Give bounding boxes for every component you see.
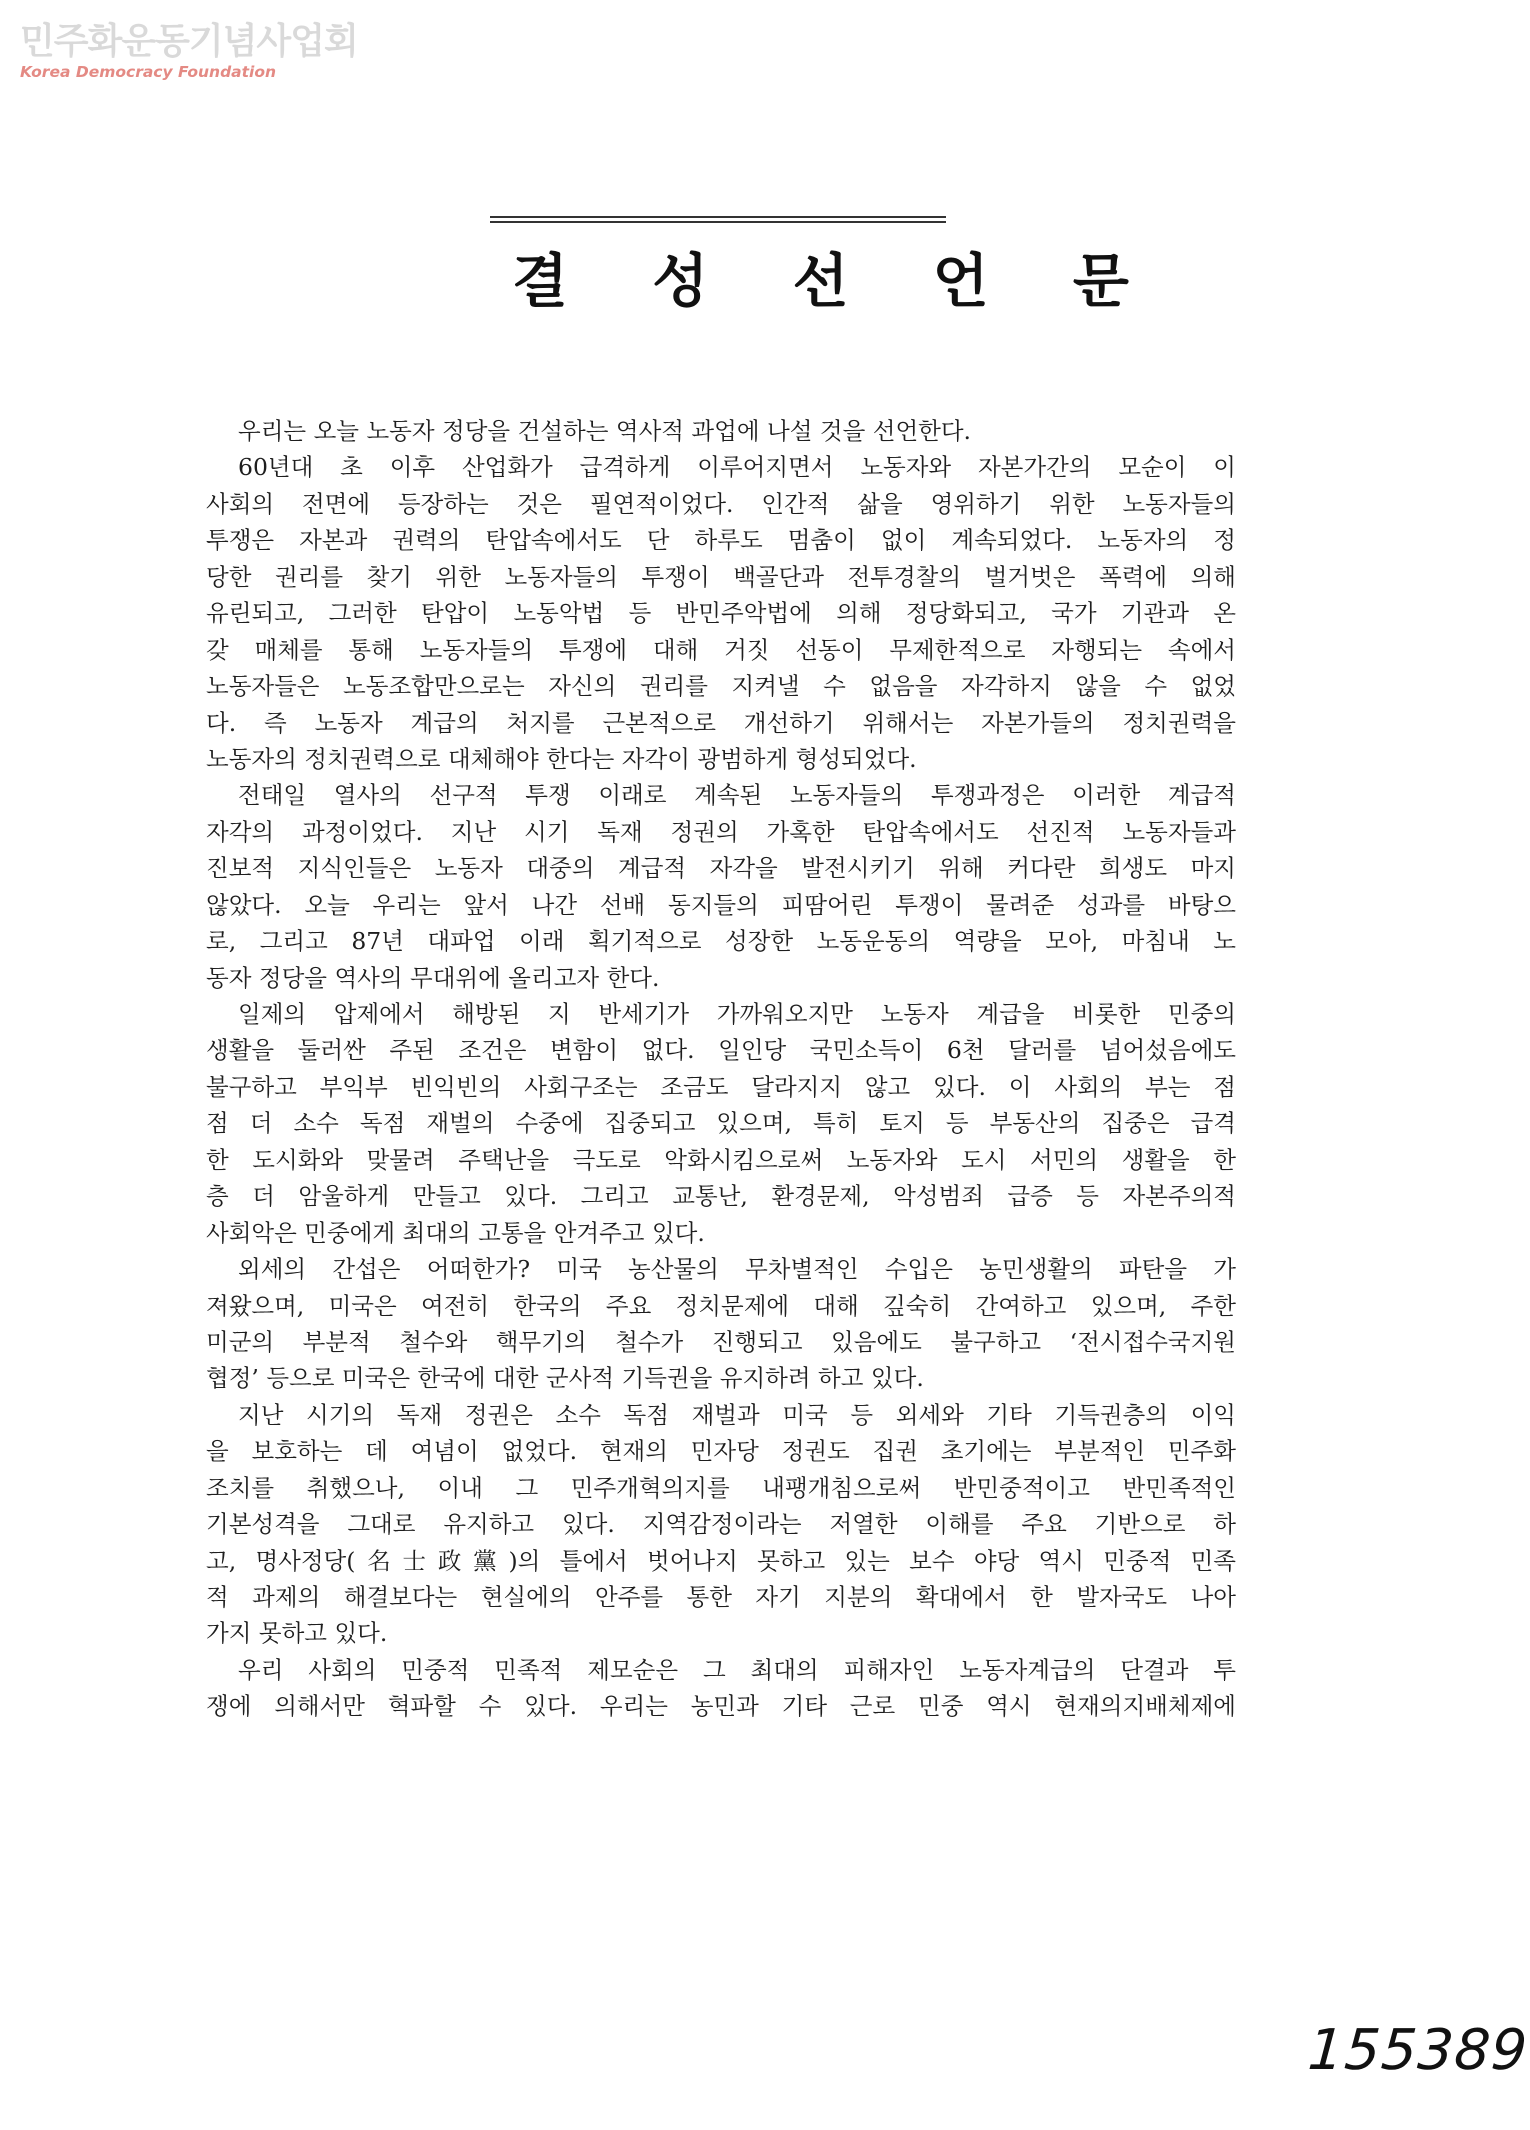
paragraph-line: 투쟁은 자본과 권력의 탄압속에서도 단 하루도 멈춤이 없이 계속되었다. 노동자의 정: [206, 526, 1236, 555]
handwritten-document-number: 155389: [1305, 2018, 1530, 2083]
paragraph-line: 외세의 간섭은 어떠한가? 미국 농산물의 무차별적인 수입은 농민생활의 파탄을 가: [238, 1255, 1236, 1284]
paragraph-line: 노동자의 정치권력으로 대체해야 한다는 자각이 광범하게 형성되었다.: [206, 744, 917, 773]
paragraph-line: 한 도시화와 맞물려 주택난을 극도로 악화시킴으로써 노동자와 도시 서민의 생활을 한: [206, 1145, 1236, 1174]
title-double-rule: [490, 216, 946, 223]
paragraph-line: 지난 시기의 독재 정권은 소수 독점 재벌과 미국 등 외세와 기타 기득권층의 이익: [238, 1400, 1236, 1429]
paragraph-line: 기본성격을 그대로 유지하고 있다. 지역감정이라는 저열한 이해를 주요 기반으로 하: [206, 1510, 1236, 1539]
declaration-body: [206, 413, 1236, 1725]
document-title: 결 성 선 언 문: [512, 247, 1161, 315]
paragraph-line: 전태일 열사의 선구적 투쟁 이래로 계속된 노동자들의 투쟁과정은 이러한 계급적: [238, 781, 1236, 810]
paragraph-line: 갖 매체를 통해 노동자들의 투쟁에 대해 거짓 선동이 무제한적으로 자행되는 속에서: [206, 635, 1236, 664]
paragraph-line: 일제의 압제에서 해방된 지 반세기가 가까워오지만 노동자 계급을 비롯한 민중의: [238, 1000, 1236, 1028]
paragraph-line: 우리 사회의 민중적 민족적 제모순은 그 최대의 피해자인 노동자계급의 단결과 투: [238, 1655, 1236, 1684]
paragraph-line: 가지 못하고 있다.: [206, 1619, 388, 1648]
paragraph-line: 유린되고, 그러한 탄압이 노동악법 등 반민주악법에 의해 정당화되고, 국가 기관과 온: [206, 599, 1236, 628]
paragraph-line: 사회의 전면에 등장하는 것은 필연적이었다. 인간적 삶을 영위하기 위한 노동자들의: [206, 489, 1236, 518]
paragraph-line: 미군의 부분적 철수와 핵무기의 철수가 진행되고 있음에도 불구하고 ‘전시접수국지원: [206, 1327, 1236, 1356]
paragraph-line: 동자 정당을 역사의 무대위에 올리고자 한다.: [206, 963, 660, 992]
paragraph-line: 고, 명사정당(名士政黨)의 틀에서 벗어나지 못하고 있는 보수 야당 역시 민중적 민족: [206, 1546, 1236, 1575]
paragraph-line: 을 보호하는 데 여념이 없었다. 현재의 민자당 정권도 집권 초기에는 부분적인 민주화: [206, 1437, 1236, 1466]
paragraph-line: 쟁에 의해서만 혁파할 수 있다. 우리는 농민과 기타 근로 민중 역시 현재의지배체제에: [206, 1692, 1236, 1721]
paragraph-line: 층 더 암울하게 만들고 있다. 그리고 교통난, 환경문제, 악성범죄 급증 등 자본주의적: [206, 1182, 1236, 1211]
paragraph-line: 점 더 소수 독점 재벌의 수중에 집중되고 있으며, 특히 토지 등 부동산의 집중은 급격: [206, 1109, 1236, 1138]
paragraph-line: 사회악은 민중에게 최대의 고통을 안겨주고 있다.: [206, 1218, 705, 1247]
paragraph-line: 져왔으며, 미국은 여전히 한국의 주요 정치문제에 대해 깊숙히 간여하고 있으며, 주한: [206, 1291, 1236, 1320]
paragraph-line: 자각의 과정이었다. 지난 시기 독재 정권의 가혹한 탄압속에서도 선진적 노동자들과: [206, 817, 1236, 846]
paragraph-line: 우리는 오늘 노동자 정당을 건설하는 역사적 과업에 나설 것을 선언한다.: [238, 417, 972, 445]
paragraph-line: 적 과제의 해결보다는 현실에의 안주를 통한 자기 지분의 확대에서 한 발자국도 나아: [206, 1583, 1236, 1611]
paragraph-line: 불구하고 부익부 빈익빈의 사회구조는 조금도 달라지지 않고 있다. 이 사회의 부는 점: [206, 1072, 1236, 1101]
paragraph-line: 60년대 초 이후 산업화가 급격하게 이루어지면서 노동자와 자본가간의 모순이 이: [238, 453, 1236, 482]
paragraph-line: 노동자들은 노동조합만으로는 자신의 권리를 지켜낼 수 없음을 자각하지 않을 수 없었: [206, 672, 1236, 701]
paragraph-line: 생활을 둘러싼 주된 조건은 변함이 없다. 일인당 국민소득이 6천 달러를 넘어섰음에도: [206, 1036, 1236, 1065]
paragraph-line: 로, 그리고 87년 대파업 이래 획기적으로 성장한 노동운동의 역량을 모아, 마침내 노: [206, 927, 1236, 956]
paragraph-line: 조치를 취했으나, 이내 그 민주개혁의지를 내팽개침으로써 반민중적이고 반민족적인: [206, 1473, 1236, 1502]
paragraph-line: 다. 즉 노동자 계급의 처지를 근본적으로 개선하기 위해서는 자본가들의 정치권력을: [206, 708, 1236, 737]
watermark-korean-text: 민주화운동기념사업회: [20, 21, 358, 62]
paragraph-line: 당한 권리를 찾기 위한 노동자들의 투쟁이 백골단과 전투경찰의 벌거벗은 폭력에 의해: [206, 562, 1236, 591]
paragraph-line: 않았다. 오늘 우리는 앞서 나간 선배 동지들의 피땀어린 투쟁이 물려준 성과를 바탕으: [206, 890, 1236, 919]
watermark-english-text: Korea Democracy Foundation: [20, 63, 277, 81]
paragraph-line: 진보적 지식인들은 노동자 대중의 계급적 자각을 발전시키기 위해 커다란 희생도 마지: [206, 854, 1236, 883]
foundation-watermark: [20, 21, 358, 82]
paragraph-line: 협정’ 등으로 미국은 한국에 대한 군사적 기득권을 유지하려 하고 있다.: [206, 1364, 924, 1393]
